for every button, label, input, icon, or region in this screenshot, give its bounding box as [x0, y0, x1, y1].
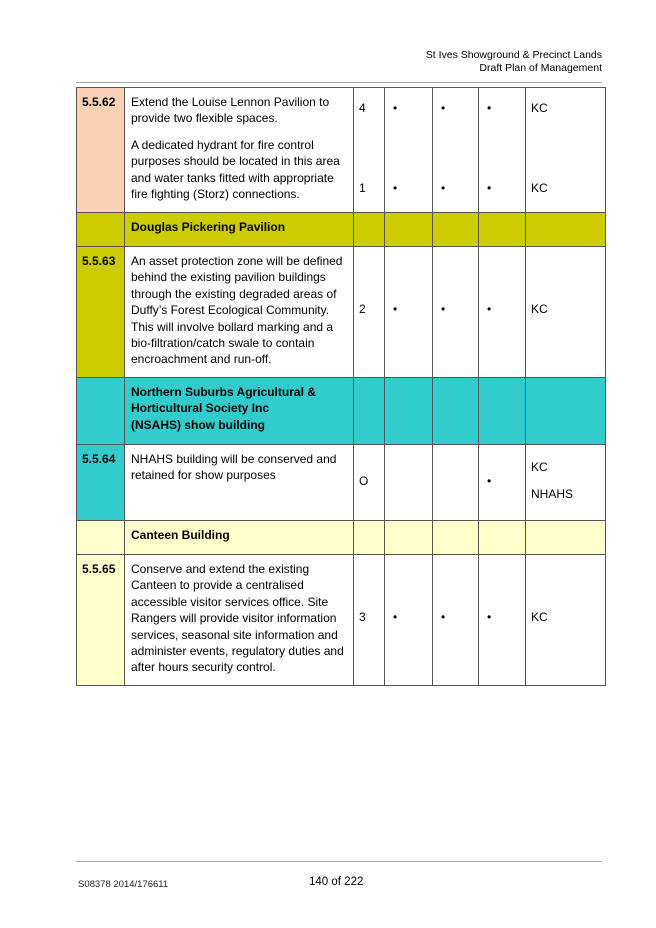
responsibility-value: KC [531, 610, 548, 624]
footer-rule [76, 861, 602, 862]
priority-value: O [359, 474, 369, 488]
bullet-mark: • [441, 302, 446, 316]
timing-cell [433, 88, 479, 213]
responsibility-value: KC [531, 101, 548, 115]
row-number: 5.5.63 [77, 247, 125, 378]
responsibility-cell [526, 88, 606, 213]
document-header [426, 49, 602, 75]
section-title [125, 378, 354, 445]
timing-cell [385, 555, 433, 686]
responsibility-value: NHAHS [531, 487, 574, 501]
section-title-line: (NSAHS) show building [131, 417, 265, 432]
bullet-mark: • [487, 610, 492, 624]
bullet-mark: • [393, 610, 398, 624]
timing-cell [385, 247, 433, 378]
action-description: NHAHS building will be conserved and retained for show purposes [125, 445, 354, 521]
timing-cell [479, 88, 526, 213]
timing-cell [385, 88, 433, 213]
bullet-mark: • [441, 610, 446, 624]
bullet-mark: • [441, 181, 446, 195]
table-row [77, 247, 606, 378]
bullet-mark: • [487, 181, 492, 195]
bullet-mark: • [441, 101, 446, 115]
timing-cell [433, 247, 479, 378]
section-row-nsahs [77, 378, 606, 445]
action-description [125, 88, 354, 213]
priority-cell [354, 88, 385, 213]
section-row-douglas [77, 213, 606, 247]
plan-actions-table [76, 87, 606, 686]
responsibility-cell [526, 445, 606, 521]
timing-cell [479, 247, 526, 378]
action-text: A dedicated hydrant for fire control purposes should be located in this area and water tanks fitted with appropriate fire fighting (Storz) connections. [131, 137, 340, 202]
timing-cell [479, 555, 526, 686]
document-reference: S08378 2014/176611 [78, 879, 169, 890]
bullet-mark: • [393, 181, 398, 195]
table-row [77, 555, 606, 686]
priority-cell [354, 247, 385, 378]
priority-value: 2 [359, 302, 366, 316]
row-number: 5.5.65 [77, 555, 125, 686]
priority-value: 3 [359, 610, 366, 624]
row-number: 5.5.62 [77, 88, 125, 213]
priority-cell [354, 445, 385, 521]
section-title-line: Northern Suburbs Agricultural & [131, 385, 316, 399]
bullet-mark: • [393, 101, 398, 115]
bullet-mark: • [487, 302, 492, 316]
header-rule [76, 82, 602, 83]
action-description: Conserve and extend the existing Canteen to provide a centralised accessible visitor services office. Site Rangers will provide visitor information services, seasonal site information and administer events, regulatory duties and after hours security control. [125, 555, 354, 686]
timing-cell [433, 555, 479, 686]
responsibility-value: KC [531, 302, 548, 316]
priority-cell [354, 555, 385, 686]
priority-value: 4 [359, 101, 366, 115]
responsibility-value: KC [531, 181, 548, 195]
responsibility-cell [526, 555, 606, 686]
section-title: Canteen Building [125, 521, 354, 555]
responsibility-value: KC [531, 460, 548, 474]
bullet-mark: • [487, 474, 492, 488]
timing-cell [433, 445, 479, 521]
responsibility-cell [526, 247, 606, 378]
header-subtitle: Draft Plan of Management [479, 62, 602, 74]
bullet-mark: • [393, 302, 398, 316]
row-number: 5.5.64 [77, 445, 125, 521]
priority-value: 1 [359, 181, 366, 195]
table-row [77, 88, 606, 213]
table-row [77, 445, 606, 521]
page-number: 140 of 222 [309, 876, 364, 888]
section-title-line: Horticultural Society Inc [131, 401, 270, 416]
timing-cell [385, 445, 433, 521]
timing-cell [479, 445, 526, 521]
bullet-mark: • [487, 101, 492, 115]
action-description: An asset protection zone will be defined behind the existing pavilion buildings through the existing degraded areas of Duffy’s Forest Ecological Community. This will involve bollard marking and a bio-filtration/catch swale to contain encroachment and run-off. [125, 247, 354, 378]
header-title: St Ives Showground & Precinct Lands [425, 49, 602, 61]
section-row-canteen [77, 521, 606, 555]
action-text: Extend the Louise Lennon Pavilion to provide two flexible spaces. [131, 95, 330, 126]
section-title: Douglas Pickering Pavilion [125, 213, 354, 247]
